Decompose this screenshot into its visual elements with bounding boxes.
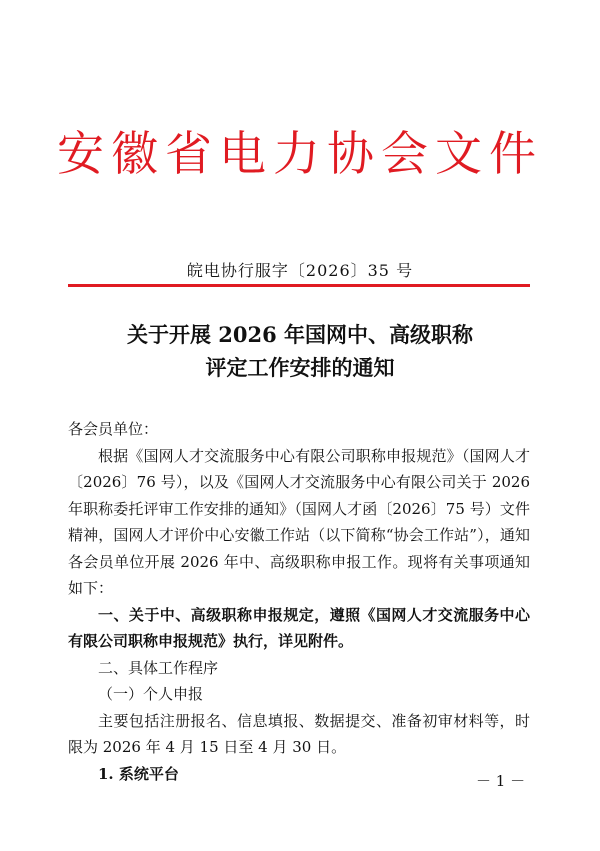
notice-title: [0, 318, 600, 384]
section-heading-1: 一、关于中、高级职称申报规定，遵照《国网人才交流服务中心有限公司职称申报规范》执行，详见附件。: [68, 605, 530, 650]
item-heading-1: 1. 系统平台: [98, 764, 179, 783]
section-heading-2: 二、具体工作程序: [98, 658, 219, 677]
notice-title-line1: 关于开展 2026 年国网中、高级职称: [126, 322, 474, 347]
paragraph-personal-application: 主要包括注册报名、信息填报、数据提交、准备初审材料等，时限为 2026 年 4 月 15 日至 4 月 30 日。: [68, 711, 530, 756]
page-number: － 1 －: [476, 772, 526, 790]
document-number: 皖电协行服字〔2026〕35 号: [186, 261, 414, 280]
document-body: [68, 416, 530, 787]
notice-title-line2: 评定工作安排的通知: [205, 355, 395, 380]
paragraph-basis: 根据《国网人才交流服务中心有限公司职称申报规范》（国网人才〔2026〕76 号），以及《国网人才交流服务中心有限公司关于 2026 年职称委托评审工作安排的通知》（国网人才函〔2026〕75 号）文件精神，国网人才评价中心安徽工作站（以下简称“协会工作站”），通知各会员单位开展 2026 年中、高级职称申报工作。现将有关事项通知如下：: [68, 446, 530, 597]
subsection-heading-1: （一）个人申报: [98, 685, 204, 703]
salutation: 各会员单位：: [68, 420, 159, 438]
issuer-title: 安徽省电力协会文件: [57, 127, 543, 182]
red-divider: [68, 284, 530, 287]
